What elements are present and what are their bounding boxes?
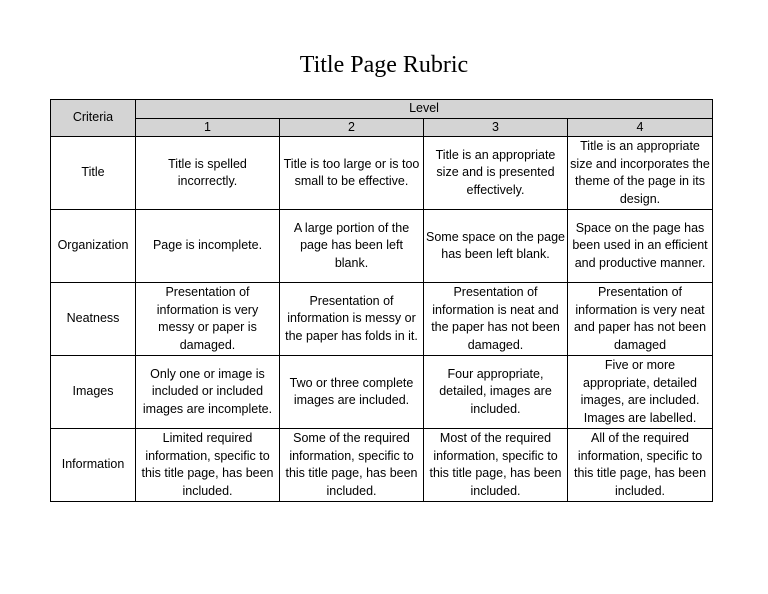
rubric-cell: Limited required information, specific to this title page, has been included.	[136, 429, 280, 502]
level-1-header: 1	[136, 118, 280, 137]
rubric-cell: Page is incomplete.	[136, 210, 280, 283]
rubric-cell: Presentation of information is very neat and paper has not been damaged	[568, 283, 713, 356]
rubric-cell: Presentation of information is very messy or paper is damaged.	[136, 283, 280, 356]
criterion-cell: Information	[51, 429, 136, 502]
rubric-cell: Presentation of information is neat and the paper has not been damaged.	[424, 283, 568, 356]
table-row	[51, 137, 713, 210]
rubric-cell: Two or three complete images are included.	[280, 356, 424, 429]
criterion-cell: Neatness	[51, 283, 136, 356]
rubric-table	[50, 99, 713, 502]
level-header: Level	[136, 100, 713, 119]
level-3-header: 3	[424, 118, 568, 137]
criteria-header: Criteria	[51, 100, 136, 137]
level-4-header: 4	[568, 118, 713, 137]
criterion-cell: Organization	[51, 210, 136, 283]
table-row	[51, 429, 713, 502]
rubric-cell: Four appropriate, detailed, images are included.	[424, 356, 568, 429]
table-row	[51, 356, 713, 429]
rubric-cell: Title is spelled incorrectly.	[136, 137, 280, 210]
level-2-header: 2	[280, 118, 424, 137]
rubric-cell: Title is too large or is too small to be effective.	[280, 137, 424, 210]
rubric-cell: Five or more appropriate, detailed images, are included. Images are labelled.	[568, 356, 713, 429]
rubric-cell: Most of the required information, specific to this title page, has been included.	[424, 429, 568, 502]
header-row-numbers	[51, 118, 713, 137]
rubric-cell: Presentation of information is messy or the paper has folds in it.	[280, 283, 424, 356]
criterion-cell: Images	[51, 356, 136, 429]
rubric-cell: Some space on the page has been left blank.	[424, 210, 568, 283]
rubric-cell: Some of the required information, specific to this title page, has been included.	[280, 429, 424, 502]
page-title: Title Page Rubric	[299, 52, 469, 78]
table-row	[51, 210, 713, 283]
criterion-cell: Title	[51, 137, 136, 210]
rubric-cell: Title is an appropriate size and incorporates the theme of the page in its design.	[568, 137, 713, 210]
rubric-cell: Only one or image is included or included images are incomplete.	[136, 356, 280, 429]
rubric-cell: Title is an appropriate size and is presented effectively.	[424, 137, 568, 210]
rubric-cell: A large portion of the page has been left blank.	[280, 210, 424, 283]
rubric-cell: Space on the page has been used in an efficient and productive manner.	[568, 210, 713, 283]
header-row-level	[51, 100, 713, 119]
rubric-cell: All of the required information, specific to this title page, has been included.	[568, 429, 713, 502]
table-row	[51, 283, 713, 356]
